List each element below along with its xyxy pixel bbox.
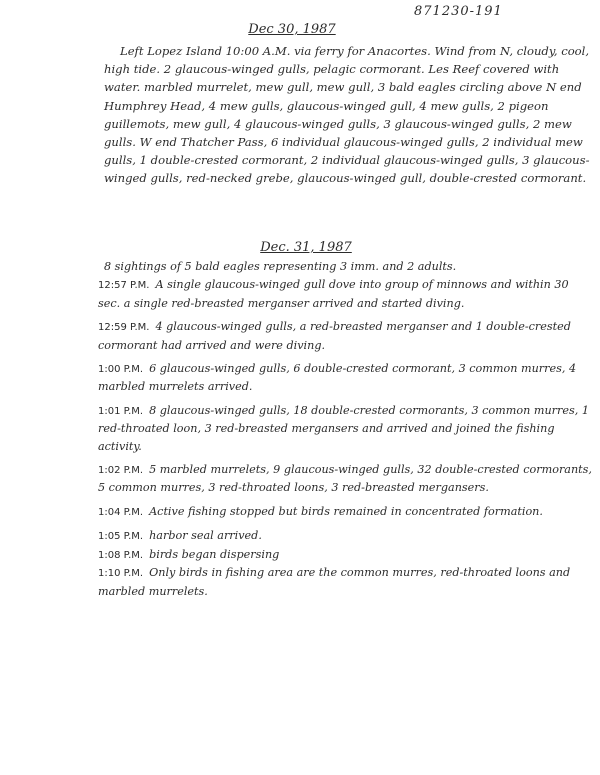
log-time: 1:01 P.M. [98,405,144,417]
log-time: 1:08 P.M. [98,549,144,561]
log-time: 1:05 P.M. [98,531,144,543]
log-entry [98,360,594,396]
log-time: 1:00 P.M. [98,364,144,376]
log-entry [98,258,594,276]
log-time: 1:04 P.M. [98,506,144,518]
dec-31-log [98,258,594,600]
date-heading-dec-30: Dec 30, 1987 [248,22,336,37]
log-text: harbor seal arrived. [149,529,262,543]
log-text: Active fishing stopped but birds remained in concentrated formation. [149,504,543,518]
log-entry [98,318,594,354]
log-entry [98,461,594,497]
log-text: 5 marbled murrelets, 9 glaucous-winged gulls, 32 double-crested cormorants, 5 common murres, 3 red-throated loons, 3 red-breasted mergansers. [98,463,592,495]
log-time: 1:10 P.M. [98,568,144,580]
document-id: 871230-191 [414,4,503,19]
log-entry [98,503,594,521]
log-time: 1:02 P.M. [98,465,144,477]
log-entry [98,564,594,600]
dec-30-entry: Left Lopez Island 10:00 A.M. via ferry for Anacortes. Wind from N, cloudy, cool, high tide. 2 glaucous-winged gulls, pelagic cormorant. Les Reef covered with water. marbled murrelet, mew gull, mew gull, 3 bald eagles circling above N end Humphrey Head, 4 mew gulls, glaucous-winged gull, 4 mew gulls, 2 pigeon guillemots, mew gull, 4 glaucous-winged gulls, 3 glaucous-winged gulls, 2 mew gulls. W end Thatcher Pass, 6 individual glaucous-winged gulls, 2 individual mew gulls, 1 double-crested cormorant, 2 individual glaucous-winged gulls, 3 glaucous-winged gulls, red-necked grebe, glaucous-winged gull, double-crested cormorant. [104,44,590,186]
log-entry [98,527,594,545]
log-time: 12:59 P.M. [98,322,150,334]
date-heading-dec-31: Dec. 31, 1987 [260,240,352,255]
log-text: 8 sightings of 5 bald eagles representing 3 imm. and 2 adults. [104,260,457,273]
log-entry [98,276,594,312]
log-text: birds began dispersing [149,547,280,561]
log-text: 8 glaucous-winged gulls, 18 double-crested cormorants, 3 common murres, 1 red-throated loon, 3 red-breasted mergansers and arrived and joined the fishing activity. [98,403,589,453]
log-entry [98,546,594,564]
log-text: 6 glaucous-winged gulls, 6 double-crested cormorant, 3 common murres, 4 marbled murrelets arrived. [98,362,577,394]
log-entry [98,402,594,455]
log-text: 4 glaucous-winged gulls, a red-breasted merganser and 1 double-crested cormorant had arrived and were diving. [98,320,571,352]
log-text: Only birds in fishing area are the common murres, red-throated loons and marbled murrelets. [98,566,571,598]
log-time: 12:57 P.M. [98,280,150,292]
log-text: A single glaucous-winged gull dove into group of minnows and within 30 sec. a single red-breasted merganser arrived and started diving. [98,278,569,310]
